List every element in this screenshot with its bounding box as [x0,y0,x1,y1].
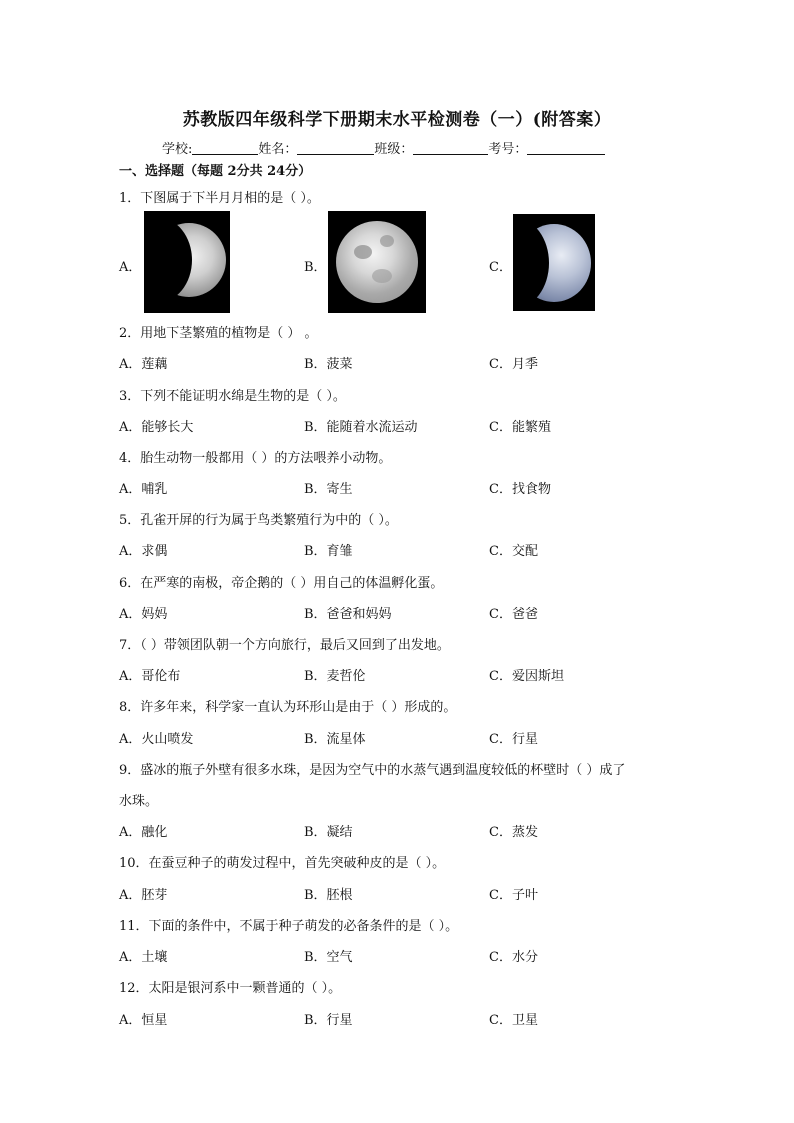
q12-option-c[interactable]: C．卫星 [489,1013,538,1028]
q10-option-a[interactable]: A．胚芽 [119,888,168,903]
q1-option-a[interactable]: A． [119,260,142,275]
q5-option-a[interactable]: A．求偶 [119,544,168,559]
moon-image-a [144,211,230,313]
moon-image-c [513,214,595,311]
moon-image-b [328,211,426,313]
question-11: 11．下面的条件中，不属于种子萌发的必备条件的是（ ）。 [119,919,459,934]
q1-option-c[interactable]: C． [489,260,512,275]
q12-option-b[interactable]: B．行星 [304,1013,353,1028]
school-label: 学校: [162,142,193,157]
class-label: 班级： [374,142,414,157]
q12-option-a[interactable]: A．恒星 [119,1013,168,1028]
school-field[interactable] [192,141,258,155]
q10-option-c[interactable]: C．子叶 [489,888,538,903]
number-label: 考号： [488,142,528,157]
q7-option-c[interactable]: C．爱因斯坦 [489,669,564,684]
question-10: 10．在蚕豆种子的萌发过程中，首先突破种皮的是（ ）。 [119,856,446,871]
section-heading: 一、选择题（每题 2分共 24分） [119,164,312,179]
q3-option-c[interactable]: C．能繁殖 [489,420,551,435]
q2-option-b[interactable]: B．菠菜 [304,357,353,372]
name-field[interactable] [297,141,374,155]
q2-option-a[interactable]: A．莲藕 [119,357,168,372]
q1-option-b[interactable]: B． [304,260,327,275]
q7-option-b[interactable]: B．麦哲伦 [304,669,366,684]
student-info-line [162,138,605,157]
q4-option-c[interactable]: C．找食物 [489,482,551,497]
question-6: 6．在严寒的南极，帝企鹅的（ ）用自己的体温孵化蛋。 [119,576,444,591]
number-field[interactable] [527,141,605,155]
q3-option-b[interactable]: B．能随着水流运动 [304,420,418,435]
q11-option-a[interactable]: A．土壤 [119,950,168,965]
q11-option-b[interactable]: B．空气 [304,950,353,965]
q2-option-c[interactable]: C．月季 [489,357,538,372]
q11-option-c[interactable]: C．水分 [489,950,538,965]
q6-option-b[interactable]: B．爸爸和妈妈 [304,607,392,622]
question-12: 12．太阳是银河系中一颗普通的（ ）。 [119,981,342,996]
page-title: 苏教版四年级科学下册期末水平检测卷（一）(附答案） [182,110,612,130]
name-label: 姓名： [258,142,298,157]
question-4: 4．胎生动物一般都用（ ）的方法喂养小动物。 [119,451,392,466]
q7-option-a[interactable]: A．哥伦布 [119,669,181,684]
q3-option-a[interactable]: A．能够长大 [119,420,194,435]
q6-option-a[interactable]: A．妈妈 [119,607,168,622]
question-9-continued: 水珠。 [119,794,159,809]
q10-option-b[interactable]: B．胚根 [304,888,353,903]
q9-option-c[interactable]: C．蒸发 [489,825,538,840]
q4-option-b[interactable]: B．寄生 [304,482,353,497]
question-1: 1．下图属于下半月月相的是（ ）。 [119,191,320,206]
question-2: 2．用地下茎繁殖的植物是（ ） 。 [119,326,318,341]
question-7: 7．（ ）带领团队朝一个方向旅行，最后又回到了出发地。 [119,638,450,653]
q8-option-c[interactable]: C．行星 [489,732,538,747]
q8-option-a[interactable]: A．火山喷发 [119,732,194,747]
q9-option-b[interactable]: B．凝结 [304,825,353,840]
q9-option-a[interactable]: A．融化 [119,825,168,840]
question-5: 5．孔雀开屏的行为属于鸟类繁殖行为中的（ ）。 [119,513,398,528]
q5-option-b[interactable]: B．育雏 [304,544,353,559]
class-field[interactable] [413,141,488,155]
q4-option-a[interactable]: A．哺乳 [119,482,168,497]
q8-option-b[interactable]: B．流星体 [304,732,366,747]
question-9: 9．盛冰的瓶子外壁有很多水珠，是因为空气中的水蒸气遇到温度较低的杯壁时（ ）成了 [119,763,626,778]
q5-option-c[interactable]: C．交配 [489,544,538,559]
question-8: 8．许多年来，科学家一直认为环形山是由于（ ）形成的。 [119,700,457,715]
question-3: 3．下列不能证明水绵是生物的是（ ）。 [119,389,346,404]
q6-option-c[interactable]: C．爸爸 [489,607,538,622]
